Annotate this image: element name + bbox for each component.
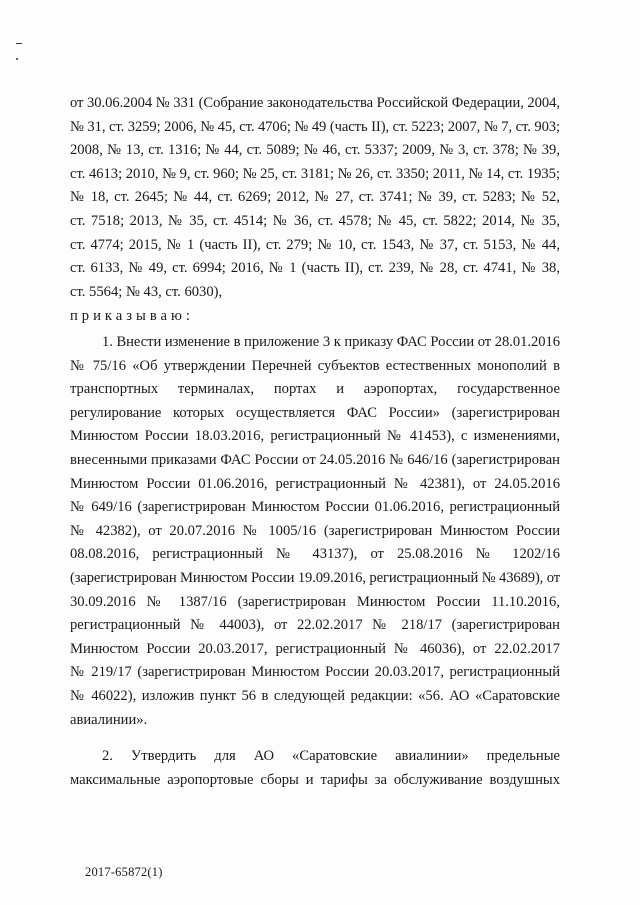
text-line: 1. Внести изменение в приложение 3 к приказу ФАС России от 28.01.2016 <box>102 334 560 350</box>
text-line: регулирование которых осуществляется ФАС России» (зарегистрирован <box>70 404 560 421</box>
text-line: 2008, № 13, ст. 1316; № 44, ст. 5089; № 46, ст. 5337; 2009, № 3, ст. 378; № 39, <box>70 142 560 159</box>
text-line: ст. 6133, № 49, ст. 6994; 2016, № 1 (часть II), ст. 239, № 28, ст. 4741, № 38, <box>70 260 560 277</box>
text-line: максимальные аэропортовые сборы и тарифы за обслуживание воздушных <box>70 771 560 788</box>
text-line: № 31, ст. 3259; 2006, № 45, ст. 4706; № 49 (часть II), ст. 5223; 2007, № 7, ст. 903; <box>70 118 560 135</box>
intro-paragraph <box>70 92 560 304</box>
text-line: № 649/16 (зарегистрирован Минюстом России 01.06.2016, регистрационный <box>70 499 560 516</box>
text-line: № 75/16 «Об утверждении Перечней субъектов естественных монополий в <box>70 357 560 374</box>
text-line: от 30.06.2004 № 331 (Собрание законодательства Российской Федерации, 2004, <box>70 95 560 111</box>
text-line: 2. Утвердить для АО «Саратовские авиалинии» предельные <box>102 748 560 764</box>
text-line: № 18, ст. 2645; № 44, ст. 6269; 2012, № 27, ст. 3741; № 39, ст. 5283; № 52, <box>70 189 560 206</box>
text-line: ст. 4613; 2010, № 9, ст. 960; № 25, ст. 3181; № 26, ст. 3350; 2011, № 14, ст. 1935; <box>70 165 560 182</box>
scan-dot <box>16 58 18 60</box>
paragraph-1 <box>70 331 560 732</box>
text-line: Минюстом России 18.03.2016, регистрационный № 41453), с изменениями, <box>70 428 560 445</box>
text-line: № 46022), изложив пункт 56 в следующей редакции: «56. АО «Саратовские <box>70 687 560 704</box>
text-line: ст. 5564; № 43, ст. 6030), <box>70 283 223 300</box>
text-line: внесенными приказами ФАС России от 24.05.2016 № 646/16 (зарегистрирован <box>70 451 560 468</box>
document-id: 2017-65872(1) <box>85 865 163 879</box>
scan-mark <box>16 43 22 44</box>
text-line: (зарегистрирован Минюстом России 19.09.2016, регистрационный № 43689), от <box>70 569 560 586</box>
text-line: регистрационный № 44003), от 22.02.2017 № 218/17 (зарегистрирован <box>70 617 560 634</box>
order-word: приказываю: <box>70 308 194 324</box>
text-line: Минюстом России 01.06.2016, регистрационный № 42381), от 24.05.2016 <box>70 475 560 492</box>
text-line: 08.08.2016, регистрационный № 43137), от 25.08.2016 № 1202/16 <box>70 546 560 563</box>
text-line: № 42382), от 20.07.2016 № 1005/16 (зарегистрирован Минюстом России <box>70 522 560 539</box>
text-line: 30.09.2016 № 1387/16 (зарегистрирован Минюстом России 11.10.2016, <box>70 593 560 610</box>
text-line: ст. 4774; 2015, № 1 (часть II), ст. 279; № 10, ст. 1543, № 37, ст. 5153, № 44, <box>70 236 560 253</box>
paragraph-2 <box>70 745 560 792</box>
text-line: ст. 7518; 2013, № 35, ст. 4514; № 36, ст. 4578; № 45, ст. 5822; 2014, № 35, <box>70 212 560 229</box>
text-line: авиалинии». <box>70 711 148 728</box>
text-line: № 219/17 (зарегистрирован Минюстом России 20.03.2017, регистрационный <box>70 664 560 681</box>
text-line: Минюстом России 20.03.2017, регистрационный № 46036), от 22.02.2017 <box>70 640 560 657</box>
text-line: транспортных терминалах, портах и аэропортах, государственное <box>70 381 560 398</box>
